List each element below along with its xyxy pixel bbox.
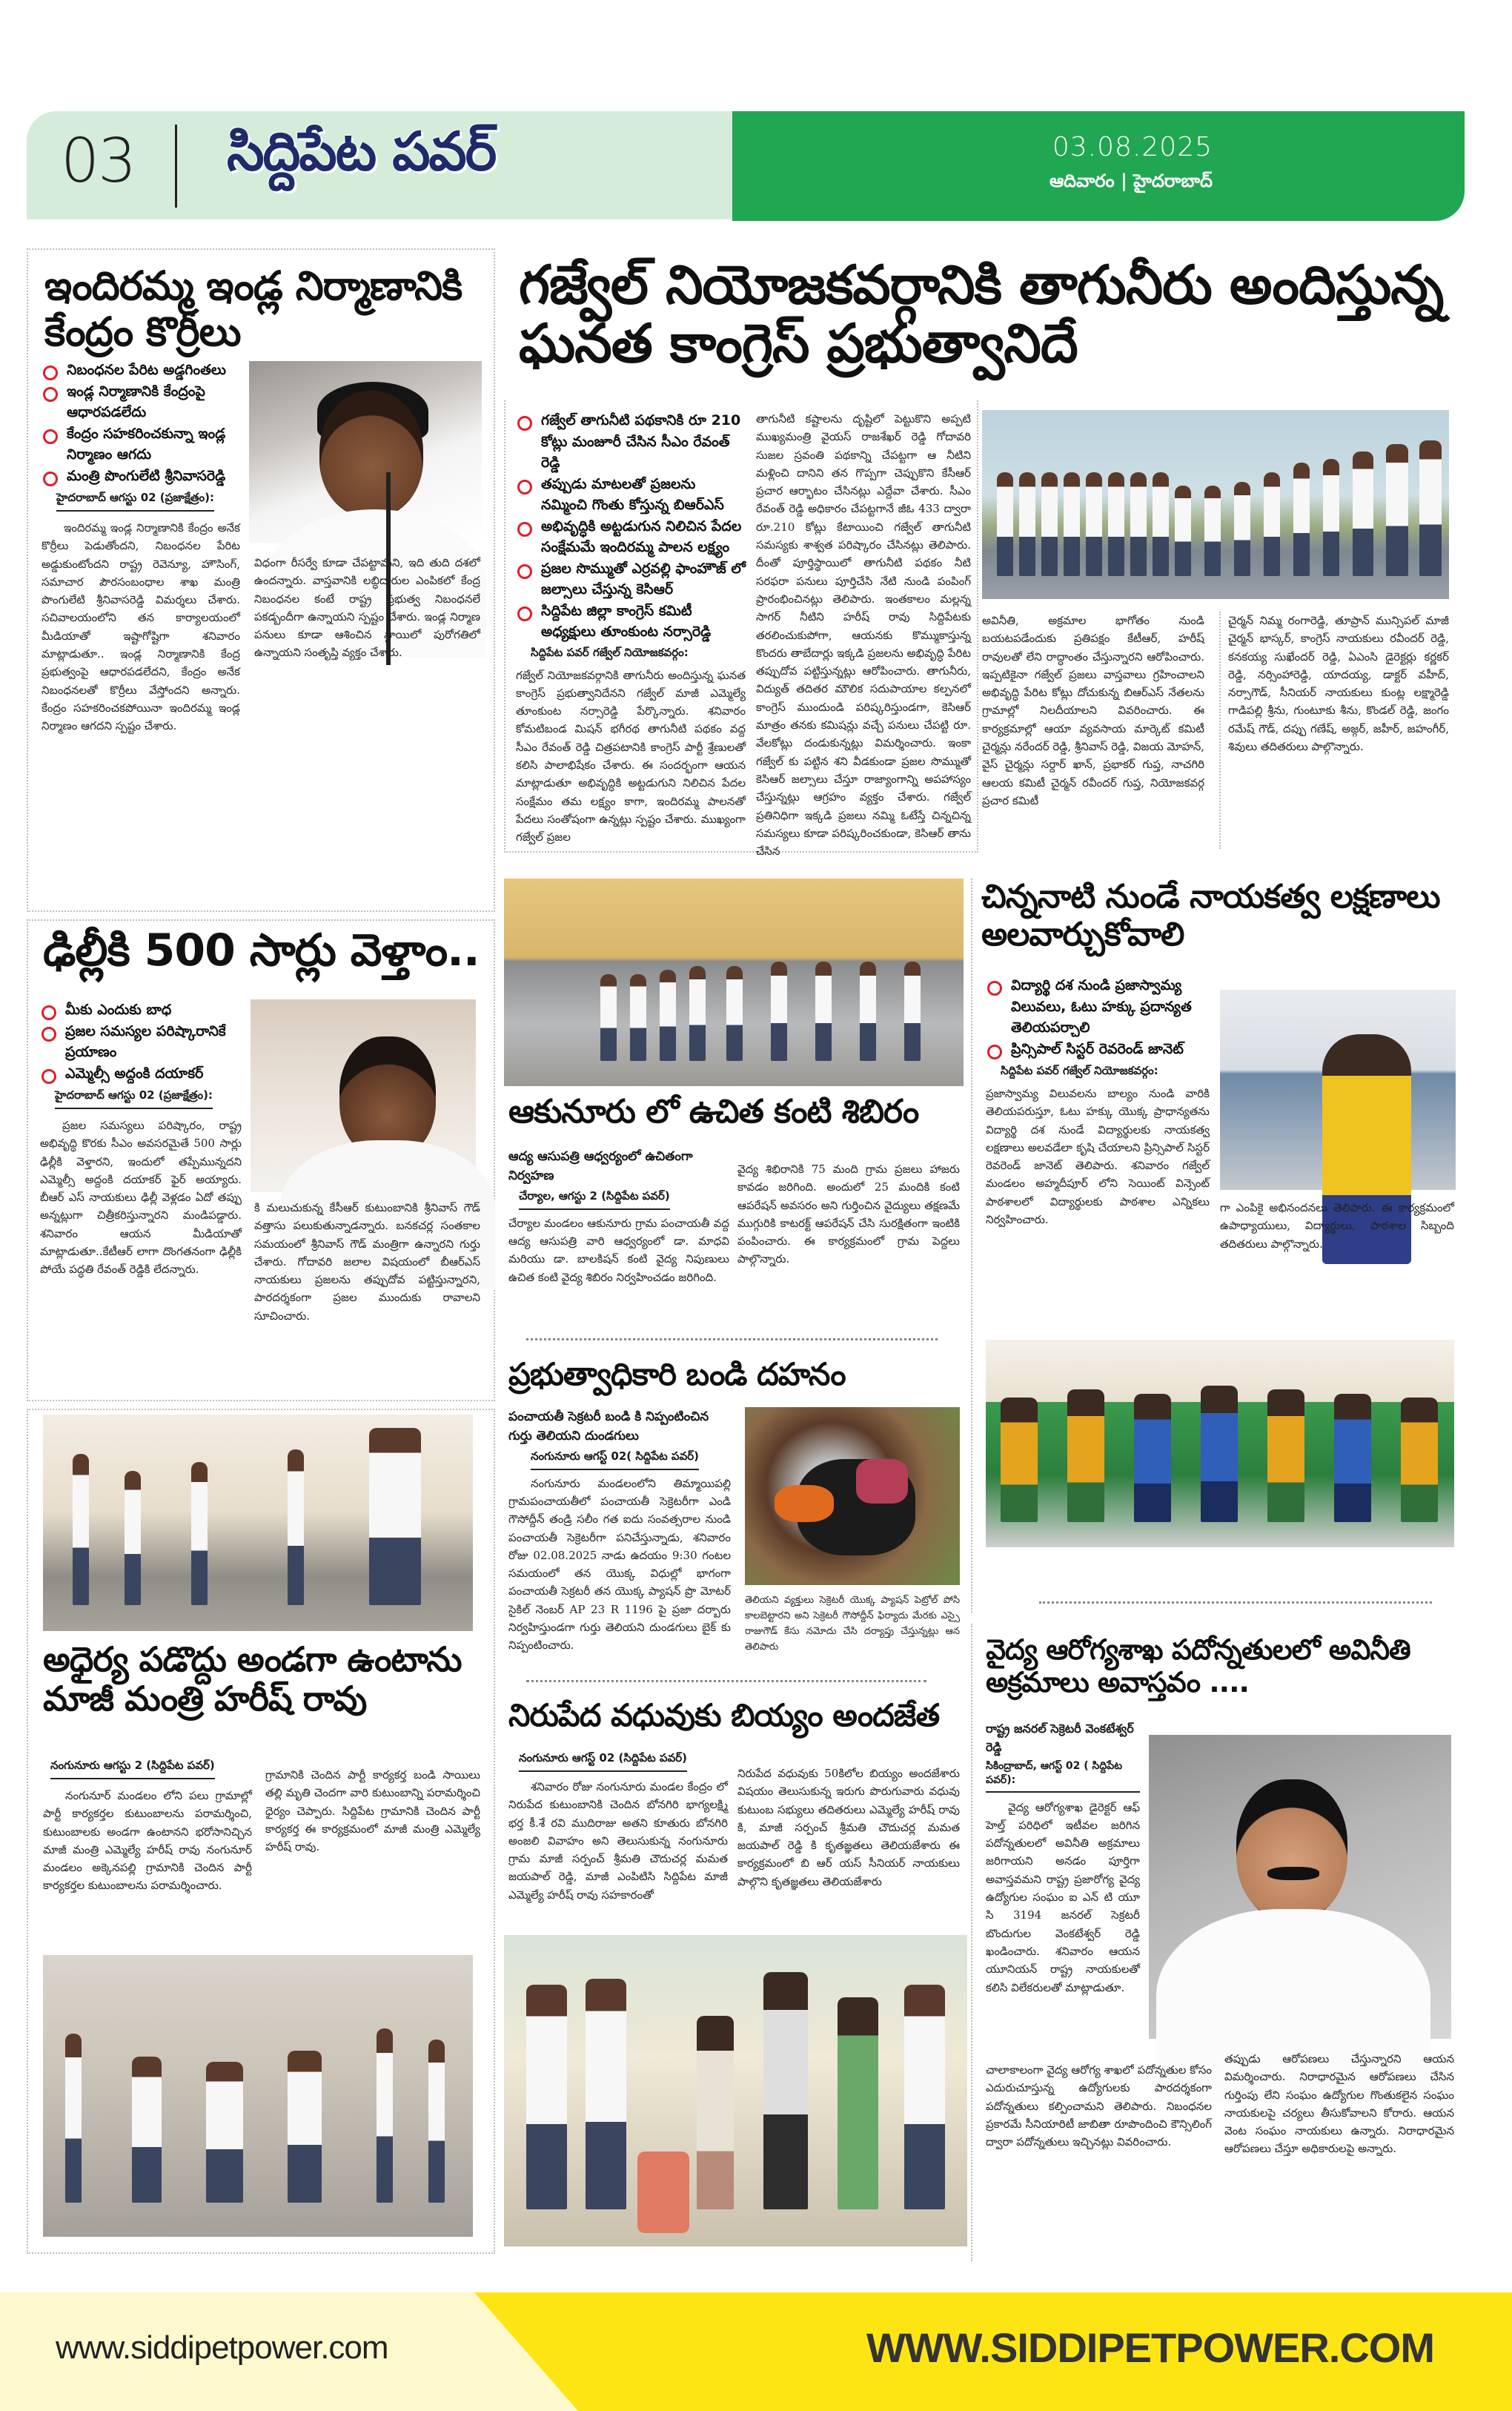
highlight-item: విద్యార్థి దశ నుండి ప్రజాస్వామ్య విలువలు, ఓటు హక్కు ప్రదాన్యత తెలియపర్చాలి xyxy=(986,975,1210,1039)
headline: నిరుపేద వధువుకు బియ్యం అందజేత xyxy=(508,1697,940,1733)
website-link-large[interactable]: WWW.SIDDIPETPOWER.COM xyxy=(866,2324,1434,2371)
dateline: హైదరాబాద్ ఆగస్టు 02 (ప్రజాక్షేత్రం): xyxy=(55,1088,213,1109)
rice-left-flow xyxy=(508,1751,728,1929)
kicker: రాష్ట్ర జనరల్ సెక్రెటరీ వెంకటేశ్వర్ రెడ్డి xyxy=(986,1722,1134,1754)
headline: చిన్ననాటి నుండే నాయకత్వ లక్షణాలు అలవార్చుకోవాలి xyxy=(981,878,1440,953)
article-bike-fire xyxy=(504,1357,964,1683)
article-body-right: తప్పుడు ఆరోపణలు చేస్తున్నారని ఆయన విమర్శించారు. నిరాధారమైన ఆరోపణలు చేసిన గుర్తింపు లేని సంఘం ఉద్యోగుల గొంతుకలైన సంఘం నాయకులపై చర్యలు తీసుకోవాలని కోరారు. ఆయన వెంట సంఘం నాయకులు ఉన్నారు. నిరాధారమైన ఆరోపణలు చేస్తూ అధికారులపై అన్నారు. xyxy=(1224,2052,1454,2156)
article-body-left: ప్రజల సమస్యలు పరిష్కారం, రాష్ట్ర అభివృద్ధి కొరకు సీఎం అవసరమైతే 500 సార్లు ఢిల్లీకి వెళ్తారని, ఇందులో తప్పేమున్నదని ఎమ్మెల్సీ అద్దంకి దయాకర్ ఫైర్ అయ్యారు. బీఆర్ ఎస్ నాయకులు ఢిల్లీ వెళ్లడం ఏదో తప్పు అన్నట్లుగా చిత్రీకరిస్తున్నారని మండిపడ్డారు. శనివారం ఆయన మీడియాతో మాట్లాడుతూ..కేటీఆర్ లాగా దొంగతనంగా ఢిల్లీకి పోయే పద్ధతి రేవంత్ రెడ్డికి లేదన్నారు. xyxy=(40,1119,242,1277)
students-photo xyxy=(986,1340,1454,1547)
issue-date: 03.08.2025 xyxy=(1052,132,1213,162)
headline: గజ్వేల్ నియోజకవర్గానికి తాగునీరు అందిస్తున్న ఘనత కాంగ్రెస్ ప్రభుత్వానిదే xyxy=(519,254,1444,375)
health-left-flow xyxy=(986,1720,1140,2050)
minister-photo xyxy=(249,361,482,543)
condolence-visit-photo xyxy=(43,1415,473,1631)
highlight-item: సిద్దిపేట జిల్లా కాంగ్రెస్ కమిటీ అధ్యక్షులు తూంకుంట నర్సారెడ్డి xyxy=(516,601,746,643)
dateline: హైదరాబాద్ ఆగస్టు 02 (ప్రజాక్షేత్రం): xyxy=(56,491,214,512)
highlight-item: నిబంధనల పేరిట అడ్డగింతలు xyxy=(42,360,240,381)
article-body-col2: తాగునీటి కష్టాలను దృష్టిలో పెట్టుకొని అప్పటి ముఖ్యమంత్రి వైయస్ రాజశేఖర్ రెడ్డి గోదావరి సుజల స్రవంతి పథకాన్ని చేపట్టగా ఆ నీటిని మళ్లించి దానిని తన గొప్పగా చెప్పుకొని కేసీఆర్ ప్రచార ఆర్భాటం చేసినట్లు ఎద్దేవా చేశారు. సీఎం రేవంత్ రెడ్డి అధికారం చేపట్టగానే జీఓ 433 ద్వారా రూ.210 కోట్లు కేటాయించి గజ్వేల్ తాగునీటి సమస్యకు శాశ్వత పరిష్కారం చేసినట్లు తెలిపారు. దీంతో పూర్తిస్థాయిలో తాగునీటి పథకం నీటి సరఫరా పనులు పూర్తిచేసి నేటి నుండి పంపింగ్ ప్రారంభించినట్లు తెలిపారు. ఇంతకాలం మల్లన్న సాగర్ నీటిని హరీష్ రావు సిద్దిపేటకు తరలించుకుపోగా, ఆయనకు కొమ్ముకాస్తున్న కొందరు తాబేదార్లు ఇక్కడి ప్రజలను అభివృద్ధి పేరిట తప్పుదోవ పట్టిస్తున్నట్లు ఆరోపించారు. తాగునీరు, విద్యుత్ తదితర మౌలిక సదుపాయాల కల్పనలో కాంగ్రెస్ ముందుండి పరిష్కరిస్తుండగా, కెసిఆర్ మాత్రం తనకు కమిషన్లు వచ్చే పనులు చేపట్టి రూ. వేలకోట్లు దండుకున్నట్లు విమర్శించారు. ఇంకా గజ్వేల్ కు పట్టిన శని వీడకుండా ప్రజల సొమ్ముతో కెసిఆర్ జల్సాలు చేస్తూ రాజ్యాంగాన్ని అపహాస్యం చేస్తున్నట్లు ఆగ్రహం వ్యక్తం చేశారు. గజ్వేల్ ప్రతినిధిగా ఇక్కడి ప్రజలు నమ్మి ఓటేస్తే చిన్నచిన్న సమస్యలు కూడా పరిష్కరించకుండా, కెసిఆర్ తాను చేసిన xyxy=(756,412,971,859)
palabhishekam-photo xyxy=(982,410,1449,599)
highlights-list xyxy=(986,975,1210,1059)
section-divider xyxy=(526,1338,938,1340)
headline: ఆకునూరు లో ఉచిత కంటి శిబిరం xyxy=(508,1093,919,1131)
article-body: నంగునూరు మండలంలోని తిమ్మాయిపల్లి గ్రామపంచాయతీలో పంచాయతీ సెక్రెటరీగా ఎండి గౌసోద్దీన్ తండ్రి సలీం గత ఐదు సంవత్సరాల నుండి పంచాయతీ సెక్రెటరీగా పనిచేస్తున్నాడు, శనివారం రోజు 02.08.2025 నాడు ఉదయం 9:30 గంటల సమయంలో తన యొక్క విధుల్లో భాగంగా పంచాయతీ సెక్రటరీ తన యొక్క ప్యాషన్ ప్రొ మోటర్ సైకిల్ నెంబర్ AP 23 R 1196 పై ప్రజా దర్బారు నిర్వహిస్తుండగా గుర్తు తెలియని దుండగులు బైక్ కు నిప్పంటించారు. xyxy=(508,1476,731,1653)
indiramma-left-flow xyxy=(42,360,240,904)
highlights-list xyxy=(516,410,746,643)
dateline: సికింద్రాబాద్, ఆగస్ట్ 02 ( సిద్దిపేట పవర్): xyxy=(986,1760,1140,1793)
masthead-left-panel xyxy=(27,111,738,219)
general-secretary-portrait xyxy=(1149,1735,1451,2039)
article-body-col3: అవినీతి, అక్రమాల భాగోతం నుండి బయటపడేందుకు ప్రతిపక్షం కేటీఆర్, హరీష్ రావులతో లేని రాద్ధాంతం చేస్తున్నారని ఆరోపించారు. ఇప్పటికైనా గజ్వేల్ ప్రజలు వాస్తవాలు గ్రహించాలని అభివృద్ధి పేరిట కోట్లు దోచుకున్న బిఆర్ఎస్ నేతలను గ్రామాల్లో నిలదీయాలని వివరించారు. ఈ కార్యక్రమాల్లో ఆయా వ్యవసాయ మార్కెట్ కమిటీ చైర్మన్లు నరేందర్ రెడ్డి, శ్రీనివాస్ రెడ్డి, విజయ మోహన్, వైస్ చైర్మన్లు సర్దార్ ఖాన్, ప్రభాకర్ గుప్త, నాచగిరి ఆలయ కమిటీ చైర్మన్ రవీందర్ గుప్త, నియోజకవర్గ ప్రచార కమిటీ xyxy=(982,614,1204,807)
highlight-item: ఇండ్ల నిర్మాణానికి కేంద్రంపై ఆధారపడలేదు xyxy=(42,381,240,423)
article-gajwel xyxy=(504,248,1468,864)
harish-left-flow xyxy=(43,1759,252,1945)
highlight-item: ప్రిన్సిపాల్ సిస్టర్ రెవరెండ్ జానెట్ xyxy=(986,1039,1210,1060)
rice-distribution-photo xyxy=(504,1935,967,2246)
masthead-right-panel xyxy=(732,111,1465,221)
kicker: పంచాయతీ సెక్రటరీ బండి కి నిప్పంటించిన గుర్తు తెలియని దుండగులు xyxy=(508,1409,709,1444)
page-number: 03 xyxy=(61,126,136,196)
highlight-item: ఎమ్మెల్సీ అద్దంకి దయాకర్ xyxy=(40,1063,242,1085)
burnt-bike-photo xyxy=(745,1407,960,1585)
article-body-bottom: చాలాకాలంగా వైద్య ఆరోగ్య శాఖలో పదోన్నతుల కోసం ఎదురుచూస్తున్న ఉద్యోగులకు పారదర్శకంగా పదోన్నతులు కల్పించామని తెలిపారు. నిబంధనల ప్రకారమే సీనియారిటీ జాబితా రూపొందించి కౌన్సిలింగ్ ద్వారా పదోన్నతులు ఇచ్చినట్లు వివరించారు. xyxy=(986,2063,1212,2149)
eye-camp-left-flow xyxy=(508,1147,729,1329)
kicker: ఆద్య ఆసుపత్రి ఆధ్వర్యంలో ఉచితంగా నిర్వహణ xyxy=(508,1149,693,1184)
article-body-col1: గజ్వేల్ నియోజకవర్గానికి తాగునీరు అందిస్తున్న ఘనత కాంగ్రెస్ ప్రభుత్వానిదేనని గజ్వేల్ మాజీ ఎమ్మెల్యే తూంకుంట నర్సారెడ్డి పేర్కొన్నారు. శనివారం కోమటిబండ మిషన్ భగీరథ తాగునీటి పథకం వద్ద సీఎం రేవంత్ రెడ్డి చిత్రపటానికి కాంగ్రెస్ పార్టీ శ్రేణులతో కలిసి పాలాభిషేకం చేశారు. ఈ సందర్భంగా ఆయన మాట్లాడుతూ అభివృద్ధికి అట్టడుగుని నిలిచిన పేదల సంక్షేమం తమ లక్ష్యం కాగా, ఇందిరమ్మ పాలనతో పేదలు సంతోషంగా ఉన్నట్లు స్పష్టం చేశారు. ముఖ్యంగా గజ్వేల్ ప్రజల xyxy=(516,668,746,844)
highlight-item: గజ్వేల్ తాగునీటి పథకానికి రూ 210 కోట్లు మంజూరీ చేసిన సీఎం రేవంత్ రెడ్డి xyxy=(516,410,746,474)
article-delhi xyxy=(27,919,495,1401)
dateline: సిద్దిపేట పవర్ గజ్వేల్ నియోజకవర్గం: xyxy=(1001,1064,1158,1077)
article-eye-camp xyxy=(504,879,964,1346)
school-election-photo xyxy=(1220,990,1456,1190)
delhi-left-flow xyxy=(40,999,242,1392)
bike-fire-left-flow xyxy=(508,1407,731,1668)
gajwel-left-flow xyxy=(516,410,746,847)
dateline: నంగునూరు ఆగస్టు 2 (సిద్దిపేట పవర్) xyxy=(50,1759,215,1779)
highlight-item: మీకు ఎందుకు బాధ xyxy=(40,999,242,1021)
article-body-left: శనివారం రోజు నంగునూరు మండల కేంద్రం లో నిరుపేద కుటుంబానికి చెందిన బోనగిరి భాగ్యలక్ష్మి భర్త కీ.శే రవి ముదిరాజు అతని కూతురు బోనగిరి అంజలి వివాహం అని తెలుసుకున్న నంగునూరు గ్రామ మాజీ సర్పంచ్ శ్రీమతి చౌదుచర్ల మమత జయపాల్ రెడ్డి, మాజీ ఎంపిటిసి సిద్దిపేట మాజీ ఎమ్మెల్యే హరీష్ రావు సహకారంతో xyxy=(508,1780,728,1902)
article-body-left: చేర్యాల మండలం ఆకునూరు గ్రామ పంచాయతీ వద్ద ఆద్య ఆసుపత్రి వారి ఆధ్వర్యంలో డా. మాధవి మరియు డా. బాలకిషన్ కంటి వైద్య నిపుణులు ఉచిత కంటి వైద్య శిబిరం నిర్వహించడం జరిగింది. xyxy=(508,1216,729,1284)
article-body-right: నిరుపేద వధువుకు 50కిలోల బియ్యం అందజేశారు విషయం తెలుసుకున్న ఇరుగు పొరుగువారు వధువు కుటుంబ సభ్యులు తదితరులు ఎమ్మెల్యే హరీష్ రావు కి, మాజీ సర్పంచ్ శ్రీమతి చౌదుచర్ల మమత జయపాల్ రెడ్డి కి కృతజ్ఞతలు తెలియజేశారు ఈ కార్యక్రమంలో బి ఆర్ యస్ సీనియర్ నాయకులు పాల్గొని కృతజ్ఞతలు తెలియజేశారు xyxy=(737,1767,960,1888)
leadership-left-flow xyxy=(986,975,1210,1331)
headline: ఢిల్లీకి 500 సార్లు వెళ్తాం.. xyxy=(43,925,480,976)
dateline: నంగునూరు ఆగస్ట్ 02( సిద్దిపేట పవర్) xyxy=(531,1449,699,1470)
article-body-right: విధంగా రీసర్వే కూడా చేపట్టామని, ఇది తుది దశలో ఉందన్నారు. వాస్తవానికి లబ్ధిదారుల ఎంపికలో కేంద్ర నిబంధనల కంటే రాష్ట్ర ప్రభుత్వ నిబంధనలే పకడ్బందీగా ఉన్నాయని స్పష్టం చేశారు. ఇండ్ల నిర్మాణ పనులు కూడా ఆశించిన స్థాయిలో పురోగతిలో ఉన్నాయని సంతృప్తి వ్యక్తం చేశారు. xyxy=(254,556,480,660)
article-leadership xyxy=(971,879,1468,1613)
article-indiramma xyxy=(27,248,495,912)
highlight-item: అభివృద్ధికి అట్టడుగున నిలిచిన పేదల సంక్షేమమే ఇందిరమ్మ పాలన లక్ష్యం xyxy=(516,516,746,558)
article-body-right: వైద్య శిభిరానికి 75 మంది గ్రామ ప్రజలు హాజరు కావడం జరిగింది. అందులో 25 మందికి కంటి ఆపరేషన్ అవసరం అని గుర్తించిన వైద్యులు తక్షణమే ముగ్గురికి కాటరక్ట్ ఆపరేషన్ చేసి సురక్షితంగా ఇంటికి పంపించారు. ఈ కార్యక్రమంలో గ్రామ పెద్దలు పాల్గొన్నారు. xyxy=(737,1162,960,1266)
mlc-photo xyxy=(251,999,476,1192)
article-body-left: ప్రజాస్వామ్య విలువలను బాల్యం నుండి వారికి తెలియపరుస్తూ, ఓటు హక్కు యొక్క ప్రాధాన్యతను విద్యార్థి దశ నుండే విద్యార్థులకు నాయకత్వ లక్షణాలు అలవడేలా కృషి చేయాలని ప్రిన్సిపాల్ సిస్టర్ రెవరెండ్ జానెట్ తెలిపారు. శనివారం గజ్వేల్ మండలం అహ్మదీపూర్ లోని సెయింట్ విన్సెంట్ పాఠశాలలో విద్యార్థులకు పాఠశాల ఎన్నికలు నిర్వహించారు. xyxy=(986,1087,1210,1227)
footer-banner xyxy=(0,2292,1471,2411)
dateline: చేర్యాల, ఆగస్టు 2 (సిద్దిపేట పవర్) xyxy=(519,1189,670,1210)
article-harish-rao xyxy=(27,1409,495,2254)
article-body-left: వైద్య ఆరోగ్యశాఖ డైరెక్టర్ ఆఫ్ హెల్త్ పరిధిలో ఇటీవల జరిగిన పదోన్నతులలో అవినీతి అక్రమాలు జరిగాయని అనడం పూర్తిగా అవాస్తవమని రాష్ట్ర ప్రజారోగ్య వైద్య ఉద్యోగుల సంఘం ఐ ఎన్ టి యూ సి 3194 జనరల్ సెక్రటరీ బొందుగుల వెంకటేశ్వర్ రెడ్డి ఖండించారు. శనివారం ఆయన యూనియన్ రాష్ట్ర నాయకులతో కలిసి విలేకరులతో మాట్లాడుతూ. xyxy=(986,1800,1140,1994)
highlight-item: తప్పుడు మాటలతో ప్రజలను నమ్మించి గొంతు కోస్తున్న బిఆర్ఎస్ xyxy=(516,474,746,516)
headline: ప్రభుత్వాధికారి బండి దహనం xyxy=(508,1356,846,1392)
newspaper-title: సిద్దిపేట పవర్ xyxy=(227,120,496,182)
section-divider xyxy=(526,1680,926,1682)
article-rice-bride xyxy=(504,1698,978,2261)
highlights-list xyxy=(40,999,242,1084)
article-body-right: గ్రామానికి చెందిన పార్టీ కార్యకర్త బండి సాయిలు తల్లి మృతి చెందగా వారి కుటుంబాన్ని పరామర్శించి ధైర్యం చెప్పారు. సిద్దిపేట గ్రామానికి చెందిన పార్టీ కార్యకర్త ఈ కార్యక్రమంలో మాజీ మంత్రి ఎమ్మెల్యే హరీష్ రావు. xyxy=(265,1768,480,1854)
article-body-right: గా ఎంపికై అభినందనలు తెలిపారు. ఈ కార్యక్రమంలో ఉపాధ్యాయులు, విద్యార్థులు, పాఠశాల సిబ్బంది తదితరులు పాల్గొన్నారు. xyxy=(1220,1201,1454,1251)
masthead xyxy=(27,111,1465,221)
highlight-item: మంత్రి పొంగులేటి శ్రీనివాసరెడ్డి xyxy=(42,466,240,487)
photo-caption: తెలియని వ్యక్తులు సెక్రెటరీ యొక్క ప్యాషన్ పెట్రోల్ పోసి కాలబెట్టారని అని సెక్రెటరీ గౌసోద్దీన్ ఫిర్యాదు మేరకు ఎస్సై రాజుగౌడ్ కేసు నమోదు చేసి దర్యాప్తు చేస్తున్నట్లు ఆన తెలిపారు xyxy=(745,1595,960,1653)
article-body-col4: చైర్మన్ నిమ్మ రంగారెడ్డి, తూప్రాన్ మున్సిపల్ మాజీ చైర్మన్ భాస్కర్, కాంగ్రెస్ నాయకులు రవీందర్ రెడ్డి, కనకయ్య సుఖేందర్ రెడ్డి, ఏఎంసి డైరెక్టర్లు కర్ణకర్ రెడ్డి, నర్సింహారెడ్డి, యాదయ్య, డాక్టర్ వహీద్, నర్సాగౌడ్, సీనియర్ నాయకులు కుంట్ల లక్ష్మారెడ్డి గాడిపల్లి శ్రీను, గుంటూకు శీను, కొండల్ రెడ్డి, జంగం రమేష్ గౌడ్, దప్పు గణేష్, అజ్గర్, జహీర్, జహంగీర్, శివులు తదితరులు పాల్గొన్నారు. xyxy=(1219,612,1449,849)
highlights-list xyxy=(42,360,240,486)
issue-day-city: ఆదివారం | హైదరాబాద్ xyxy=(1049,171,1213,191)
article-body-right: కి మలుచుకున్న కేసీఆర్ కుటుంబానికి శ్రీనివాస్ గౌడ్ వత్తాసు పలుకుతున్నాడన్నారు. బనకచర్ల సంతకాల సమయంలో శ్రీనివాస్ గౌడ్ మంత్రిగా ఉన్నారని గుర్తు చేశారు. గోదావరి జలాల విషయంలో బీఆర్ఎస్ నాయకులు ప్రజలను తప్పుదోవ పట్టిస్తున్నారని, పారదర్శకంగా ప్రజల ముందుకు రావాలని సూచించారు. xyxy=(254,1201,480,1323)
party-workers-photo xyxy=(43,1955,473,2237)
dateline: నంగునూరు ఆగస్ట్ 02 (సిద్దిపేట పవర్) xyxy=(519,1751,687,1772)
headline: ఇందిరమ్మ ఇండ్ల నిర్మాణానికి కేంద్రం కొర్రీలు xyxy=(44,262,462,356)
highlight-item: ప్రజల సొమ్ముతో ఎర్రవల్లి ఫాంహౌజ్ లో జల్సాలు చేస్తున్న కెసిఆర్ xyxy=(516,558,746,601)
highlight-item: కేంద్రం సహకరించకున్నా ఇండ్ల నిర్మాణం ఆగదు xyxy=(42,423,240,466)
dateline: సిద్దిపేట పవర్ గజ్వేల్ నియోజకవర్గం: xyxy=(531,645,689,659)
article-body-left: ఇందిరమ్మ ఇండ్ల నిర్మాణానికి కేంద్రం అనేక కొర్రీలు పెడుతోందని, నిబంధనల పేరిట అడ్డుకుంటోందని రాష్ట్ర రెవెన్యూ, హౌసింగ్, సమాచార పౌరసంబంధాల శాఖ మంత్రి పొంగులేటి శ్రీనివాసరెడ్డి విమర్శలు చేశారు. సచివాలయంలోని తన కార్యాలయంలో మీడియాతో ఇష్టాగోష్టిగా శనివారం మాట్లాడుతూ.. ఇండ్ల నిర్మాణానికి కేంద్ర ప్రభుత్వంపై ఆధారపడలేదని, కేంద్రం అనేక నిబంధనలతో కొర్రీలు వేస్తోందని అన్నారు. కేంద్రం సహకరించకపోయినా ఇందిరమ్మ ఇండ్ల నిర్మాణం ఆగదని స్పష్టం చేశారు. xyxy=(42,521,240,733)
headline: అధైర్య పడొద్దు అండగా ఉంటాను మాజీ మంత్రి హరీష్ రావు xyxy=(43,1639,462,1719)
website-link-small[interactable]: www.siddipetpower.com xyxy=(56,2329,388,2366)
masthead-divider xyxy=(175,125,177,208)
section-divider xyxy=(1039,1601,1432,1604)
article-health-dept xyxy=(971,1624,1468,2261)
eye-camp-photo xyxy=(504,879,964,1086)
headline: వైద్య ఆరోగ్యశాఖ పదోన్నతులలో అవినీతి అక్రమాలు అవాస్తవం .... xyxy=(986,1633,1410,1699)
article-body-left: నంగునూర్ మండలం లోని పలు గ్రామాల్లో పార్టీ కార్యకర్తల కుటుంబాలను పరామర్శించి, కుటుంబాలకు అండగా ఉంటానని భరోసానిచ్చిన మాజీ మంత్రి ఎమ్మెల్యే హరీష్ రావు నంగునూర్ మండలం అక్కెనపల్లి గ్రామానికి చెందిన పార్టీ కార్యకర్తల కుటుంబాలను పరామర్శించారు. xyxy=(43,1789,252,1893)
highlight-item: ప్రజల సమస్యల పరిష్కారానికే ప్రయాణం xyxy=(40,1021,242,1063)
